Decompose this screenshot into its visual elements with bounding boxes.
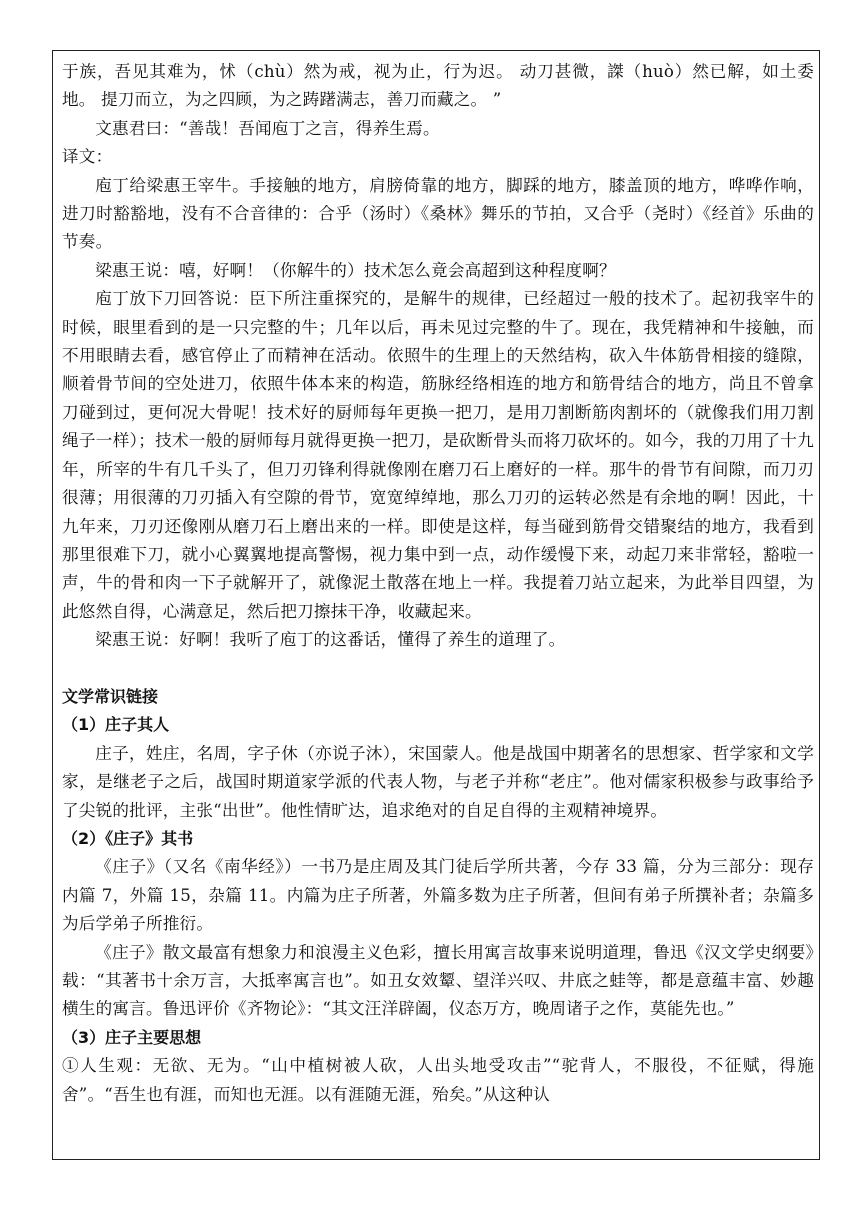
document-body: [62, 58, 814, 1109]
paragraph: ①人生观：无欲、无为。“山中植树被人砍，人出头地受攻击”“驼背人，不服役，不征赋，得施舍”。“吾生也有涯，而知也无涯。以有涯随无涯，殆矣。”从这种认: [62, 1056, 814, 1104]
paragraph: 于族，吾见其难为，怵（chù）然为戒，视为止，行为迟。 动刀甚微，謋（huò）然已解，如土委地。 提刀而立，为之四顾，为之踌躇满志，善刀而藏之。 ”: [62, 62, 814, 110]
paragraph: 梁惠王说：好啊！我听了庖丁的这番话，懂得了养生的道理了。: [95, 630, 566, 650]
paragraph: 译文：: [62, 147, 113, 167]
section-heading: 文学常识链接: [62, 686, 159, 706]
paragraph: 梁惠王说：嘻，好啊！（你解牛的）技术怎么竟会高超到这种程度啊？: [95, 260, 616, 280]
blank-line: [62, 655, 814, 683]
section-heading: （3）庄子主要思想: [62, 1027, 202, 1047]
paragraph: 庄子，姓庄，名周，字子休（亦说子沐），宋国蒙人。他是战国中期著名的思想家、哲学家和文学家，是继老子之后，战国时期道家学派的代表人物，与老子并称“老庄”。他对儒家积极参与政事给予了尖锐的批评，主张“出世”。他性情旷达，追求绝对的自足自得的主观精神境界。: [62, 743, 814, 820]
section-heading: （1）庄子其人: [62, 715, 170, 735]
paragraph: 庖丁给梁惠王宰牛。手接触的地方，肩膀倚靠的地方，脚踩的地方，膝盖顶的地方，哗哗作响，进刀时豁豁地，没有不合音律的：合乎（汤时）《桑林》舞乐的节拍，又合乎（尧时）《经首》乐曲的节奏。: [62, 175, 814, 252]
paragraph: 文惠君曰：“善哉！吾闻庖丁之言，得养生焉。: [95, 118, 440, 138]
paragraph: 庖丁放下刀回答说：臣下所注重探究的，是解牛的规律，已经超过一般的技术了。起初我宰牛的时候，眼里看到的是一只完整的牛；几年以后，再未见过完整的牛了。现在，我凭精神和牛接触，而不用眼睛去看，感官停止了而精神在活动。依照牛的生理上的天然结构，砍入牛体筋骨相接的缝隙，顺着骨节间的空处进刀，依照牛体本来的构造，筋脉经络相连的地方和筋骨结合的地方，尚且不曾拿刀碰到过，更何况大骨呢！技术好的厨师每年更换一把刀，是用刀割断筋肉割坏的（就像我们用刀割绳子一样）；技术一般的厨师每月就得更换一把刀，是砍断骨头而将刀砍坏的。如今，我的刀用了十九年，所宰的牛有几千头了，但刀刃锋利得就像刚在磨刀石上磨好的一样。那牛的骨节有间隙，而刀刃很薄；用很薄的刀刃插入有空隙的骨节，宽宽绰绰地，那么刀刃的运转必然是有余地的啊！因此，十九年来，刀刃还像刚从磨刀石上磨出来的一样。即使是这样，每当碰到筋骨交错聚结的地方，我看到那里很难下刀，就小心翼翼地提高警惕，视力集中到一点，动作缓慢下来，动起刀来非常轻，豁啦一声，牛的骨和肉一下子就解开了，就像泥土散落在地上一样。我提着刀站立起来，为此举目四望，为此悠然自得，心满意足，然后把刀擦抹干净，收藏起来。: [62, 289, 814, 621]
paragraph: 《庄子》（又名《南华经》）一书乃是庄周及其门徒后学所共著，今存 33 篇，分为三部分：现存内篇 7，外篇 15，杂篇 11。内篇为庄子所著，外篇多数为庄子所著，但间有弟子所撰补者；杂篇多为后学弟子所推衍。: [62, 857, 814, 934]
paragraph: 《庄子》散文最富有想象力和浪漫主义色彩，擅长用寓言故事来说明道理，鲁迅《汉文学史纲要》载：“其著书十余万言，大抵率寓言也”。如丑女效颦、望洋兴叹、井底之蛙等，都是意蕴丰富、妙趣横生的寓言。鲁迅评价《齐物论》：“其文汪洋辟阖，仪态万方，晚周诸子之作，莫能先也。”: [62, 942, 814, 1019]
section-heading: （2）《庄子》其书: [62, 828, 194, 848]
